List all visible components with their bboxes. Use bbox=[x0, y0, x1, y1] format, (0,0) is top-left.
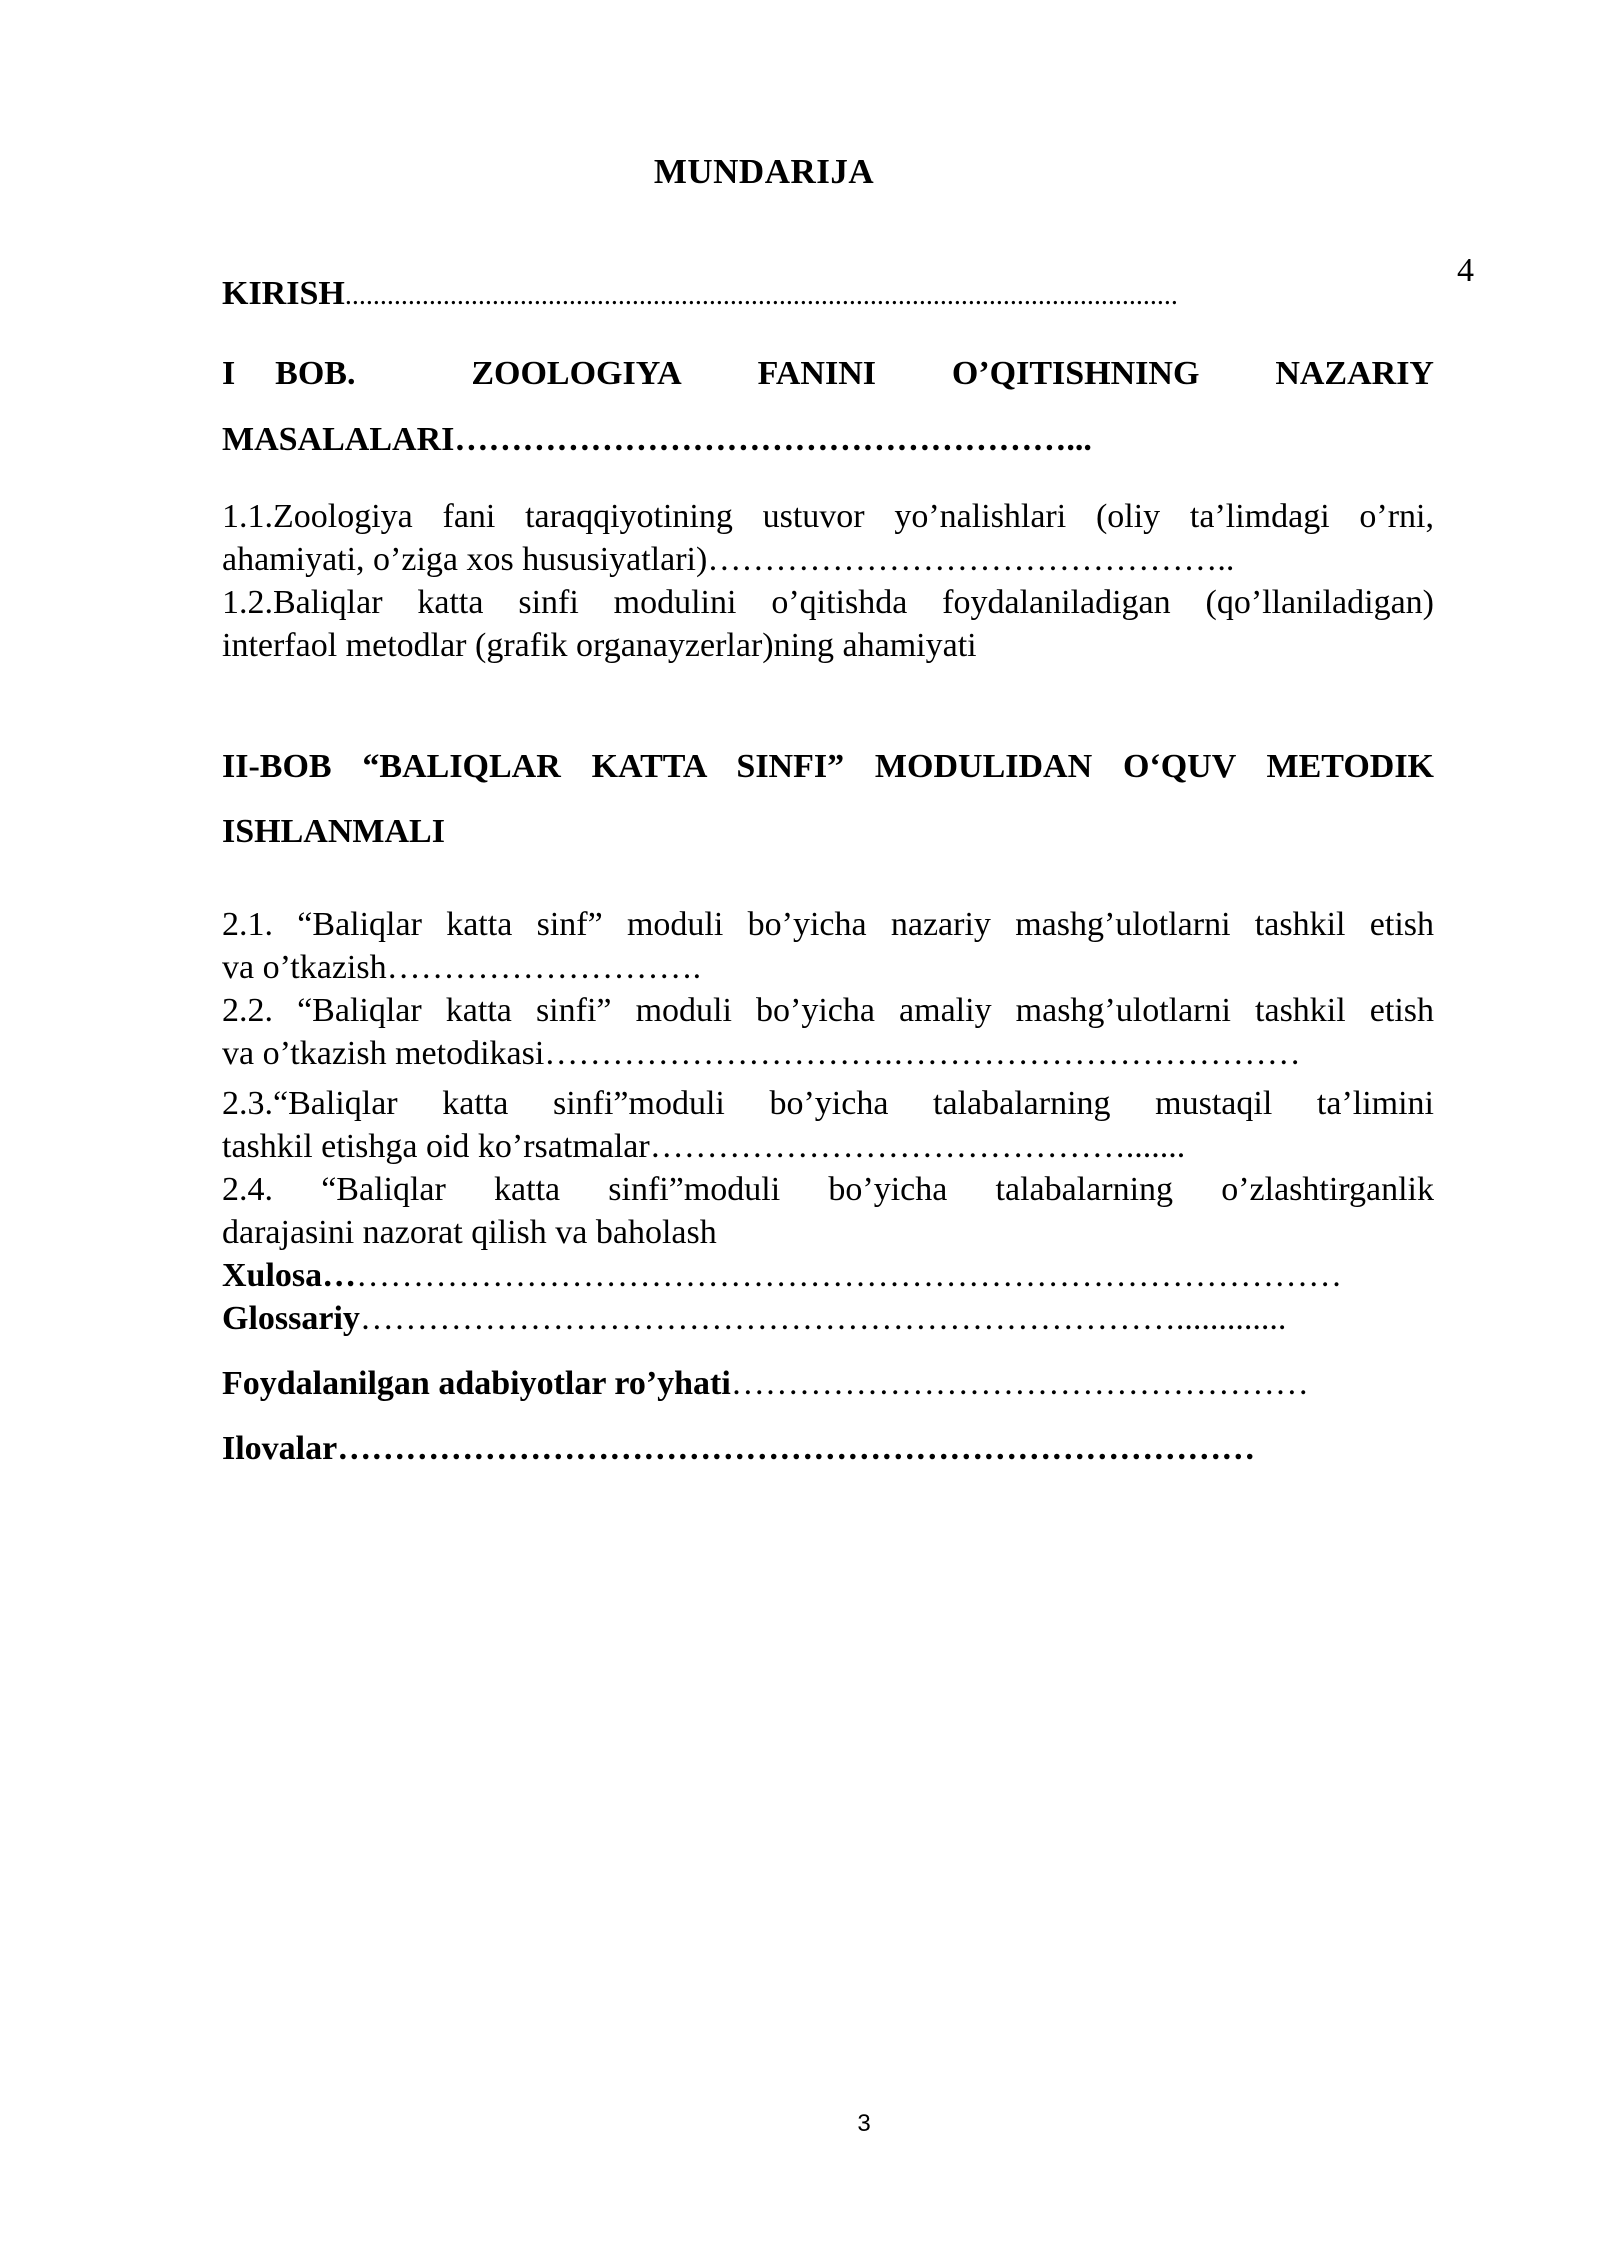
dot-leader: ………………………………………………... bbox=[454, 421, 1092, 458]
chapter-1-second-line bbox=[222, 418, 1434, 461]
toc-section-line: 1.1.Zoologiya fani taraqqiyotining ustuvor yo’nalishlari (oliy ta’limdagi o’rni, bbox=[222, 498, 1434, 535]
toc-entry-xulosa bbox=[222, 1254, 1434, 1297]
toc-entry-label: Xulosa… bbox=[222, 1257, 357, 1294]
toc-section-1-2-cont bbox=[222, 624, 1434, 667]
chapter-1-heading-line bbox=[222, 352, 1434, 395]
toc-entry-ilovalar bbox=[222, 1427, 1434, 1470]
dot-leader: ....................................................................................................................... bbox=[344, 280, 1178, 311]
chapter-1-word: ZOOLOGIYA bbox=[471, 355, 682, 392]
toc-entry-label: Foydalanilgan adabiyotlar ro’yhati bbox=[222, 1365, 731, 1402]
toc-entry-label: MASALALARI bbox=[222, 421, 455, 458]
chapter-2-heading-line: ISHLANMALI bbox=[222, 813, 445, 850]
page-number-footer: 3 bbox=[857, 2110, 871, 2137]
chapter-1-word: FANINI bbox=[757, 355, 876, 392]
toc-section-2-2 bbox=[222, 989, 1434, 1032]
toc-page-number: 4 bbox=[1457, 252, 1474, 289]
chapter-1-word: BOB. bbox=[275, 355, 356, 392]
dot-leader: ………………………………………………………………............. bbox=[359, 1300, 1287, 1337]
chapter-2-heading-line: II-BOB “BALIQLAR KATTA SINFI” MODULIDAN O‘QUV METODIK bbox=[222, 748, 1434, 785]
toc-section-2-3-cont bbox=[222, 1125, 1434, 1168]
toc-chapter-1 bbox=[222, 352, 1434, 461]
toc-section-1-2 bbox=[222, 581, 1434, 624]
toc-section-2-3 bbox=[222, 1082, 1434, 1125]
dot-leader: …………………………………………………………………………… bbox=[356, 1257, 1343, 1294]
dot-leader: …………………………………………… bbox=[730, 1365, 1309, 1402]
toc-section-line: darajasini nazorat qilish va baholash bbox=[222, 1214, 717, 1251]
toc-section-2-4 bbox=[222, 1168, 1434, 1211]
toc-section-1-1 bbox=[222, 495, 1434, 538]
chapter-1-word: O’QITISHNING bbox=[951, 355, 1200, 392]
toc-entry-label: Glossariy bbox=[222, 1300, 360, 1337]
toc-entry-kirish bbox=[222, 272, 1434, 317]
page-title: MUNDARIJA bbox=[653, 152, 875, 191]
toc-entry-glossariy bbox=[222, 1297, 1434, 1340]
toc-section-line: tashkil etishga oid ko’rsatmalar……………………………………....... bbox=[222, 1128, 1186, 1165]
toc-section-line: va o’tkazish………………………. bbox=[222, 949, 702, 986]
toc-section-line: 2.1. “Baliqlar katta sinf” moduli bo’yicha nazariy mashg’ulotlarni tashkil etish bbox=[222, 906, 1434, 943]
toc-section-line: va o’tkazish metodikasi………………………….……………………………… bbox=[222, 1035, 1301, 1072]
toc-section-line: interfaol metodlar (grafik organayzerlar)ning ahamiyati bbox=[222, 627, 977, 664]
toc-section-2-2-cont bbox=[222, 1032, 1434, 1075]
toc-entry-label: KIRISH bbox=[222, 275, 345, 312]
chapter-1-word: NAZARIY bbox=[1275, 355, 1434, 392]
toc-section-line: 2.3.“Baliqlar katta sinfi”moduli bo’yicha talabalarning mustaqil ta’limini bbox=[222, 1085, 1434, 1122]
dot-leader: ……………………………………………………………………… bbox=[337, 1430, 1256, 1467]
chapter-1-word: I bbox=[222, 355, 236, 392]
toc-section-line: 2.2. “Baliqlar katta sinfi” moduli bo’yicha amaliy mashg’ulotlarni tashkil etish bbox=[222, 992, 1434, 1029]
toc-entry-label: Ilovalar bbox=[222, 1430, 338, 1467]
toc-section-1-1-cont bbox=[222, 538, 1434, 581]
toc-section-line: 1.2.Baliqlar katta sinfi modulini o’qitishda foydalaniladigan (qo’llaniladigan) bbox=[222, 584, 1434, 621]
toc-chapter-2-cont bbox=[222, 810, 1434, 853]
toc-section-line: ahamiyati, o’ziga xos hususiyatlari)……………………………………….. bbox=[222, 541, 1235, 578]
toc-entry-adabiyotlar bbox=[222, 1362, 1434, 1405]
toc-section-line: 2.4. “Baliqlar katta sinfi”moduli bo’yicha talabalarning o’zlashtirganlik bbox=[222, 1171, 1434, 1208]
toc-chapter-2 bbox=[222, 745, 1434, 788]
toc-section-2-4-cont bbox=[222, 1211, 1434, 1254]
toc-section-2-1-cont bbox=[222, 946, 1434, 989]
toc-section-2-1 bbox=[222, 903, 1434, 946]
